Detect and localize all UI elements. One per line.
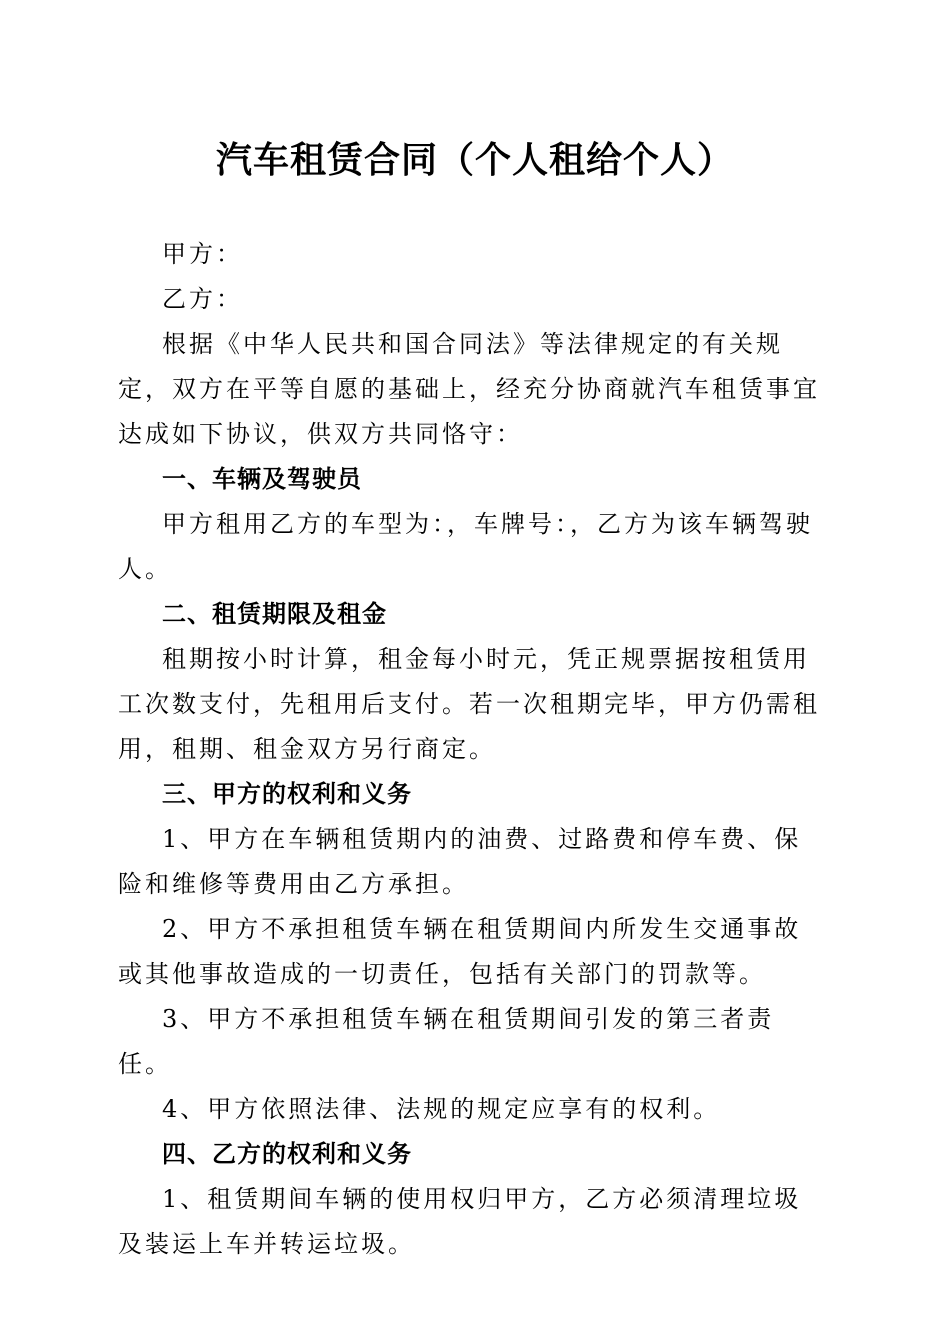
section-4-item-1: 1、租赁期间车辆的使用权归甲方，乙方必须清理垃圾及装运上车并转运垃圾。 (118, 1185, 802, 1258)
section-1-text: 甲方租用乙方的车型为：，车牌号：，乙方为该车辆驾驶人。 (118, 510, 813, 583)
preamble-paragraph: 根据《中华人民共和国合同法》等法律规定的有关规定，双方在平等自愿的基础上，经充分协商就汽车租赁事宜达成如下协议，供双方共同恪守： (118, 330, 820, 448)
party-b-line: 乙方： (162, 285, 243, 313)
section-1-heading: 一、车辆及驾驶员 (162, 465, 362, 493)
section-3-heading: 三、甲方的权利和义务 (162, 780, 412, 808)
contract-body (118, 232, 828, 1267)
section-3-item-4: 4、甲方依照法律、法规的规定应享有的权利。 (162, 1095, 721, 1123)
section-3-item-2: 2、甲方不承担租赁车辆在租赁期间内所发生交通事故或其他事故造成的一切责任，包括有关部门的罚款等。 (118, 915, 802, 988)
section-4-heading: 四、乙方的权利和义务 (162, 1140, 412, 1168)
section-3-item-1: 1、甲方在车辆租赁期内的油费、过路费和停车费、保险和维修等费用由乙方承担。 (118, 825, 802, 898)
section-2-heading: 二、租赁期限及租金 (162, 600, 387, 628)
section-2-text: 租期按小时计算，租金每小时元，凭正规票据按租赁用工次数支付，先租用后支付。若一次租期完毕，甲方仍需租用，租期、租金双方另行商定。 (118, 645, 820, 763)
document-title: 汽车租赁合同（个人租给个人） (215, 139, 734, 181)
party-a-line: 甲方： (162, 240, 243, 268)
section-3-item-3: 3、甲方不承担租赁车辆在租赁期间引发的第三者责任。 (118, 1005, 775, 1078)
